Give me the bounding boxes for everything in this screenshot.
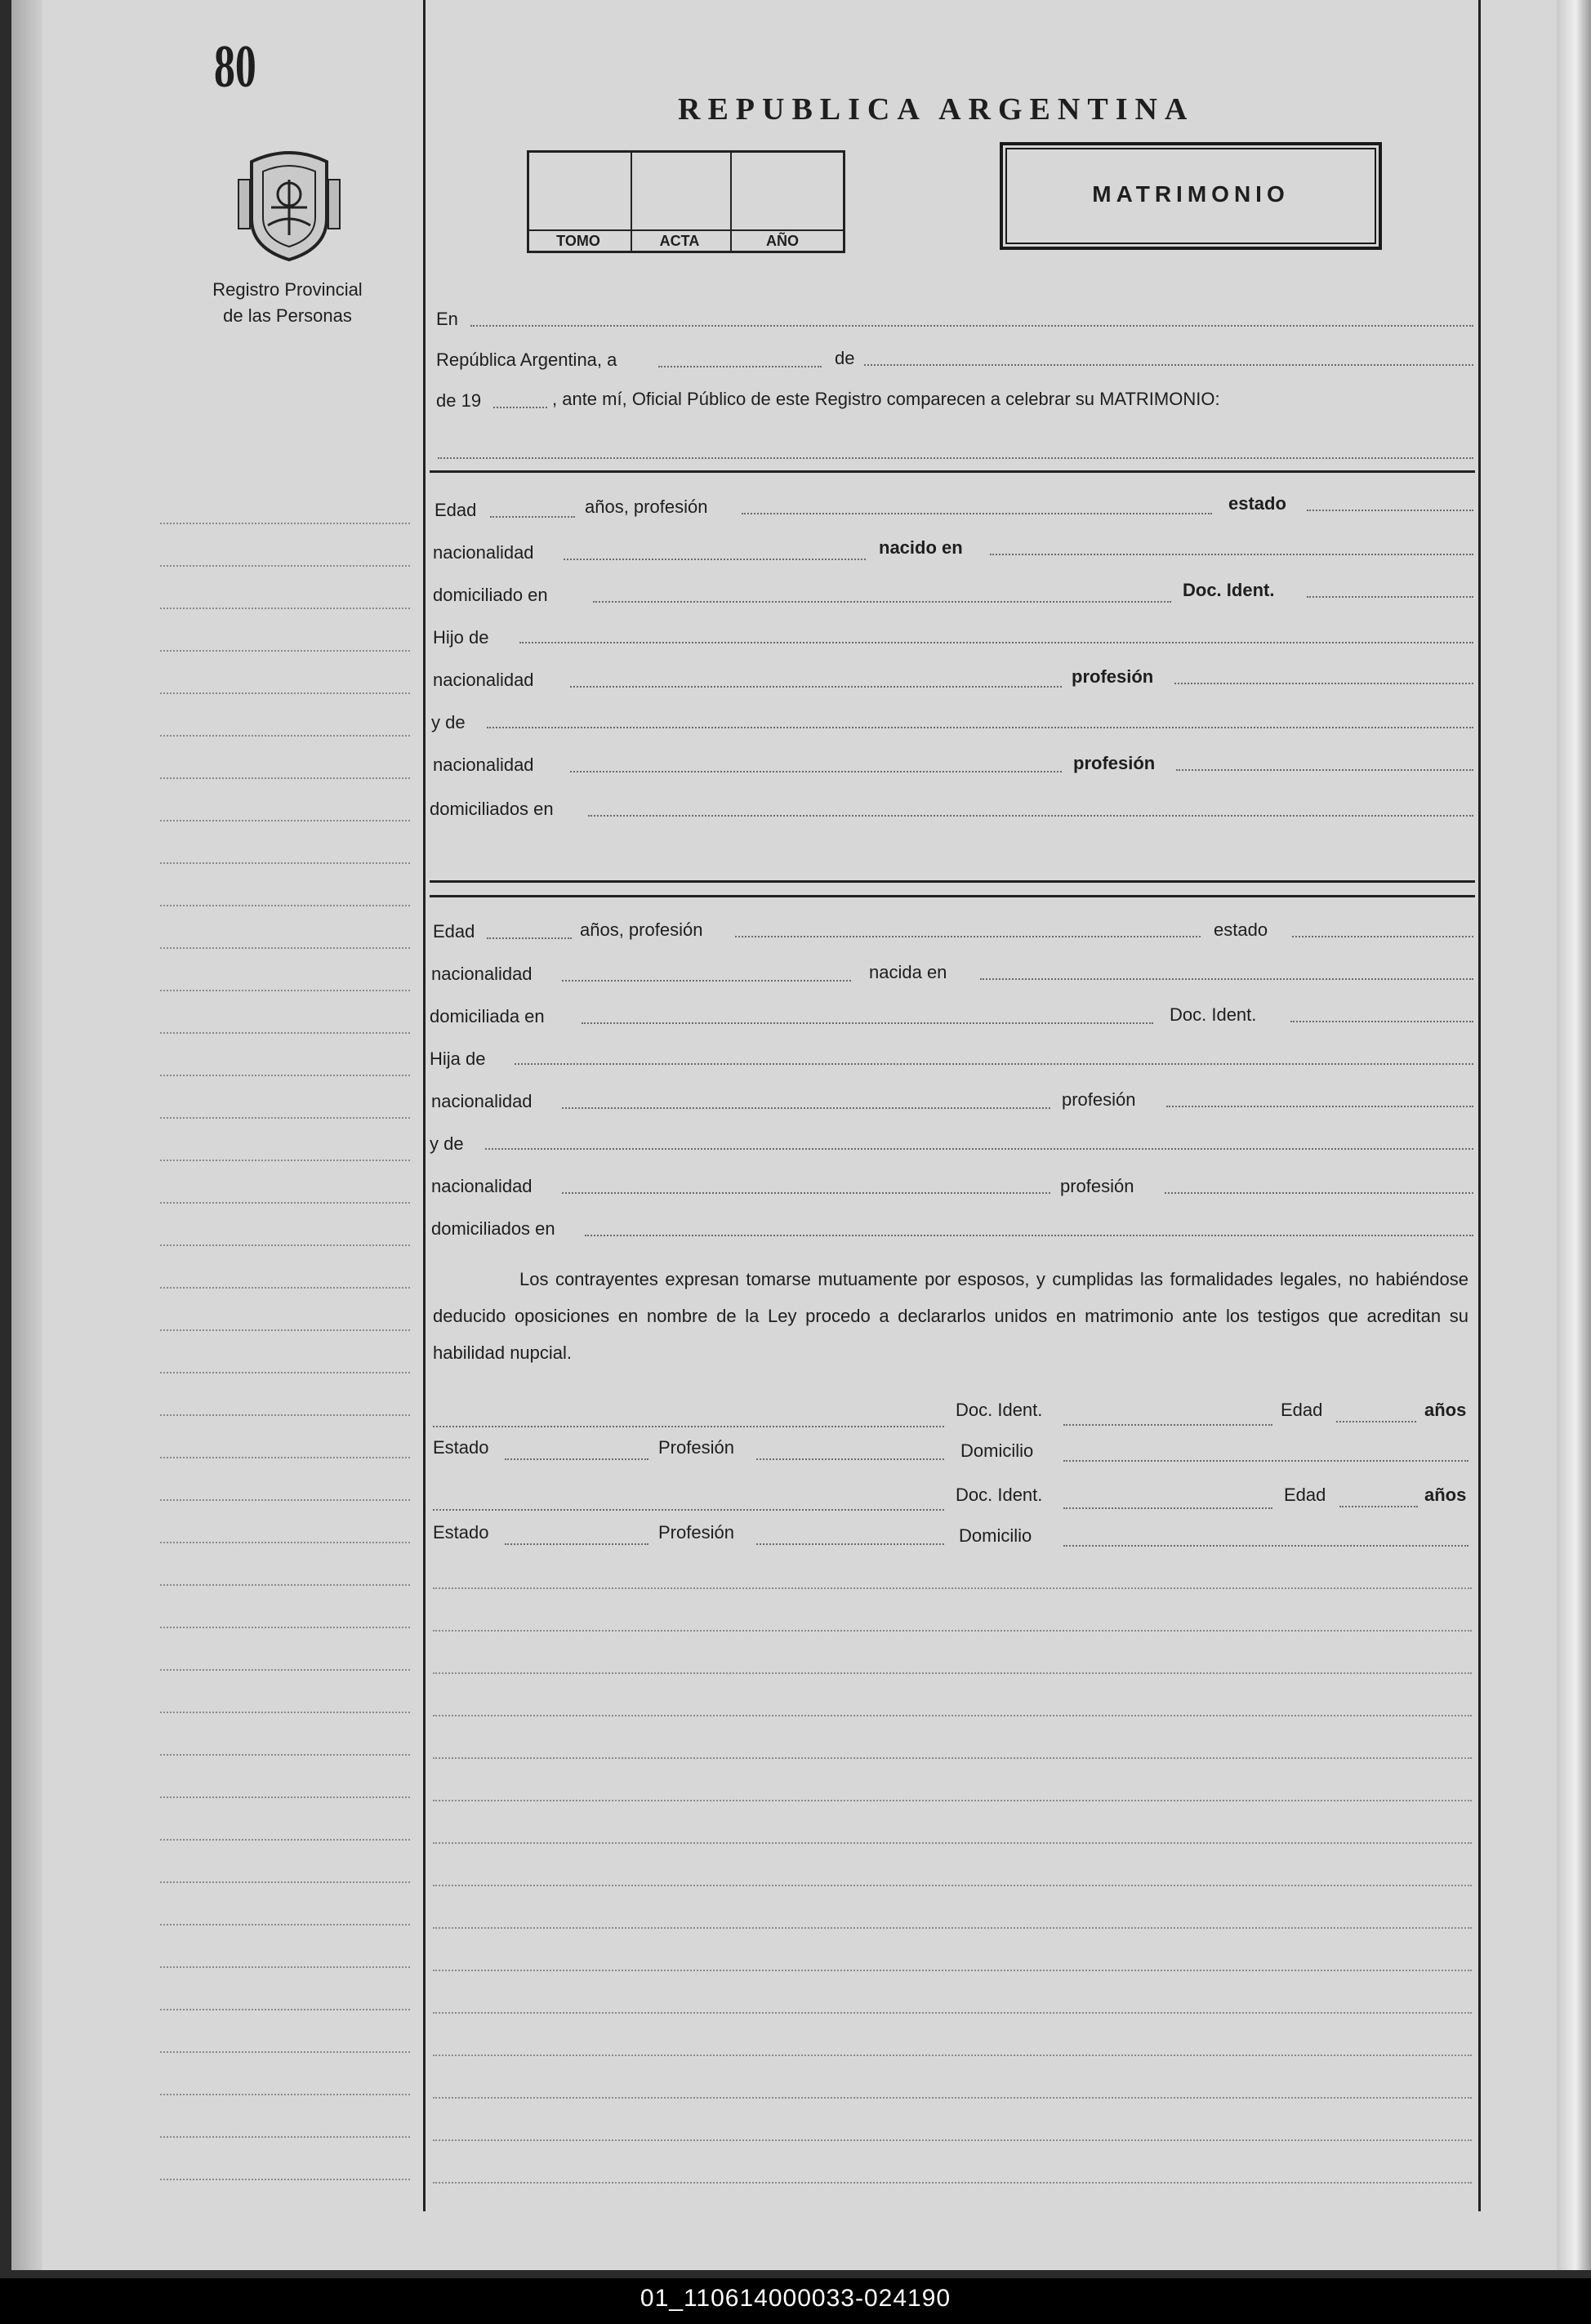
- groom-nacido-line: [990, 554, 1473, 555]
- groom-anos-profesion: años, profesión: [585, 496, 708, 517]
- witness2-name-line: [433, 1509, 944, 1511]
- witness1-estado-line: [505, 1458, 648, 1460]
- groom-domiciliados-en: domiciliados en: [430, 799, 554, 819]
- margin-note-line: [160, 1881, 410, 1883]
- document-page: [11, 0, 1557, 2270]
- margin-note-line: [160, 1202, 410, 1204]
- witness1-profesion-line: [756, 1458, 944, 1460]
- notes-line: [433, 1715, 1472, 1716]
- margin-note-line: [160, 1032, 410, 1034]
- groom-nacionalidad-line: [564, 559, 866, 560]
- margin-note-line: [160, 1584, 410, 1586]
- witness2-doc-line: [1063, 1507, 1272, 1509]
- notes-line: [433, 1927, 1472, 1929]
- bride-mother-prof-line: [1165, 1192, 1473, 1194]
- page-number: 80: [214, 33, 256, 100]
- bride-nacida-en: nacida en: [869, 962, 947, 982]
- witness2-profesion-line: [756, 1543, 944, 1545]
- margin-note-line: [160, 2094, 410, 2095]
- margin-note-line: [160, 1287, 410, 1289]
- margin-note-line: [160, 1542, 410, 1543]
- notes-line: [433, 1800, 1472, 1801]
- witness2-estado: Estado: [433, 1522, 489, 1543]
- bride-father-profesion: profesión: [1062, 1089, 1136, 1110]
- notes-line: [433, 1885, 1472, 1886]
- declaration-paragraph: [433, 1261, 1468, 1371]
- witness1-anos: años: [1424, 1400, 1467, 1420]
- coat-of-arms-seal: [235, 144, 343, 263]
- margin-note-line: [160, 2136, 410, 2138]
- groom-mother-line: [487, 727, 1473, 728]
- margin-note-line: [160, 1372, 410, 1373]
- bride-y-de: y de: [430, 1133, 464, 1154]
- notes-line: [433, 1630, 1472, 1632]
- country-title: REPUBLICA ARGENTINA: [678, 92, 1195, 127]
- groom-mother-nacionalidad: nacionalidad: [433, 755, 534, 775]
- bride-domiciliados-en: domiciliados en: [431, 1218, 555, 1239]
- tomo-label: TOMO: [556, 233, 600, 249]
- margin-note-line: [160, 1669, 410, 1671]
- intro-de: de: [835, 348, 855, 368]
- registry-name-line2: de las Personas: [223, 305, 352, 326]
- scan-footer-code: 01_110614000033-024190: [640, 2285, 951, 2312]
- margin-note-line: [160, 650, 410, 652]
- act-type-box: [1000, 142, 1382, 250]
- bride-domiciliada-en: domiciliada en: [430, 1006, 545, 1026]
- margin-note-line: [160, 1924, 410, 1926]
- groom-domiciliados-line: [588, 815, 1473, 817]
- groom-doc-ident: Doc. Ident.: [1183, 580, 1275, 600]
- margin-note-line: [160, 608, 410, 609]
- groom-mother-nac-line: [570, 771, 1062, 772]
- witness2-anos: años: [1424, 1485, 1467, 1505]
- margin-note-line: [160, 990, 410, 991]
- witness1-edad-line: [1336, 1421, 1416, 1422]
- acta-label: ACTA: [659, 233, 700, 249]
- margin-note-line: [160, 1075, 410, 1076]
- registry-name-line1: Registro Provincial: [212, 279, 363, 300]
- bride-nacionalidad-line: [562, 980, 851, 982]
- right-margin-rule: [1478, 0, 1481, 2211]
- bride-estado: estado: [1214, 919, 1268, 940]
- margin-note-line: [160, 905, 410, 906]
- groom-nacido-en: nacido en: [879, 537, 963, 558]
- bride-mother-line: [485, 1148, 1473, 1150]
- bride-profesion-line: [735, 936, 1201, 937]
- witness2-domicilio: Domicilio: [959, 1525, 1032, 1546]
- bride-doc-line: [1290, 1021, 1473, 1022]
- page-left-edge: [11, 0, 42, 2270]
- groom-father-nac-line: [570, 686, 1062, 688]
- intro-year-line: [493, 407, 547, 408]
- margin-note-line: [160, 1414, 410, 1416]
- witness1-domicilio-line: [1063, 1460, 1468, 1462]
- margin-note-line: [160, 1244, 410, 1246]
- groom-estado-line: [1307, 510, 1473, 511]
- bride-nacionalidad: nacionalidad: [431, 964, 533, 984]
- bride-father-nacionalidad: nacionalidad: [431, 1091, 533, 1111]
- margin-note-line: [160, 820, 410, 821]
- intro-year: de 19: [436, 390, 482, 411]
- margin-note-line: [160, 2051, 410, 2053]
- margin-note-line: [160, 1117, 410, 1119]
- notes-line: [433, 2139, 1472, 2141]
- section-divider-1: [430, 470, 1475, 473]
- margin-note-line: [160, 1754, 410, 1756]
- ano-label: AÑO: [766, 233, 799, 249]
- groom-father-nacionalidad: nacionalidad: [433, 670, 534, 690]
- margin-note-line: [160, 1712, 410, 1713]
- left-margin-rule: [423, 0, 426, 2211]
- witness2-estado-line: [505, 1543, 648, 1545]
- groom-domiciliado-en: domiciliado en: [433, 585, 548, 605]
- margin-note-line: [160, 862, 410, 864]
- margin-note-line: [160, 1499, 410, 1501]
- groom-edad: Edad: [435, 500, 477, 520]
- bride-mother-profesion: profesión: [1060, 1176, 1134, 1196]
- margin-note-line: [160, 777, 410, 779]
- margin-note-line: [160, 565, 410, 567]
- groom-hijo-line: [519, 642, 1473, 643]
- margin-note-line: [160, 1457, 410, 1458]
- groom-estado: estado: [1228, 493, 1286, 514]
- bride-mother-nac-line: [562, 1192, 1050, 1194]
- witness1-doc-line: [1063, 1424, 1272, 1426]
- witness1-profesion: Profesión: [658, 1437, 734, 1458]
- bride-edad: Edad: [433, 921, 475, 942]
- witness1-doc-ident: Doc. Ident.: [956, 1400, 1043, 1420]
- bride-father-prof-line: [1166, 1106, 1473, 1107]
- witness1-domicilio: Domicilio: [960, 1440, 1034, 1461]
- groom-edad-line: [490, 516, 575, 518]
- notes-line: [433, 1672, 1472, 1674]
- declaration-text: Los contrayentes expresan tomarse mutuamente por esposos, y cumplidas las formalidades legales, no habiéndose deducido oposiciones en nombre de la Ley procedo a declararlos unidos en matrimonio ante los testigos que acreditan su habilidad nupcial.: [433, 1269, 1468, 1363]
- intro-en-line: [470, 325, 1473, 327]
- intro-extra-line: [438, 457, 1473, 459]
- bride-hija-line: [515, 1063, 1473, 1065]
- margin-note-line: [160, 2009, 410, 2010]
- groom-hijo-de: Hijo de: [433, 627, 489, 648]
- bride-domiciliados-line: [585, 1235, 1473, 1236]
- bride-anos-profesion: años, profesión: [580, 919, 703, 940]
- margin-note-line: [160, 523, 410, 524]
- notes-line: [433, 1587, 1472, 1589]
- margin-note-line: [160, 1627, 410, 1628]
- margin-note-line: [160, 1329, 410, 1331]
- groom-nacionalidad: nacionalidad: [433, 542, 534, 563]
- witness1-name-line: [433, 1426, 944, 1427]
- witness2-doc-ident: Doc. Ident.: [956, 1485, 1043, 1505]
- margin-note-line: [160, 1839, 410, 1841]
- witness2-domicilio-line: [1063, 1545, 1468, 1547]
- notes-line: [433, 2097, 1472, 2099]
- groom-doc-line: [1307, 596, 1473, 598]
- witness1-edad: Edad: [1281, 1400, 1323, 1420]
- book-reference-grid: [527, 150, 845, 253]
- intro-month-line: [864, 364, 1473, 366]
- bride-doc-ident: Doc. Ident.: [1170, 1004, 1257, 1025]
- page-right-edge: [1557, 0, 1591, 2270]
- margin-note-line: [160, 692, 410, 694]
- notes-line: [433, 1757, 1472, 1759]
- section-divider-2a: [430, 880, 1475, 883]
- notes-line: [433, 1970, 1472, 1971]
- bride-father-nac-line: [562, 1107, 1050, 1109]
- margin-note-line: [160, 1160, 410, 1161]
- notes-line: [433, 1842, 1472, 1844]
- intro-ante: , ante mí, Oficial Público de este Registro comparecen a celebrar su MATRIMONIO:: [552, 389, 1220, 409]
- groom-father-profesion: profesión: [1072, 666, 1154, 687]
- witness2-edad: Edad: [1284, 1485, 1326, 1505]
- act-type-label: MATRIMONIO: [1092, 181, 1290, 207]
- intro-date-line: [658, 366, 822, 367]
- bride-edad-line: [487, 937, 572, 939]
- bride-estado-line: [1292, 936, 1473, 937]
- groom-profesion-line: [742, 513, 1212, 514]
- bride-mother-nacionalidad: nacionalidad: [431, 1176, 533, 1196]
- margin-note-line: [160, 947, 410, 949]
- witness2-edad-line: [1339, 1506, 1418, 1507]
- bride-nacida-line: [980, 978, 1473, 980]
- groom-domicilio-line: [593, 601, 1171, 603]
- groom-mother-profesion: profesión: [1073, 753, 1156, 773]
- margin-note-line: [160, 1796, 410, 1798]
- groom-father-prof-line: [1174, 683, 1473, 684]
- margin-note-line: [160, 735, 410, 737]
- section-divider-2b: [430, 895, 1475, 897]
- bride-domicilio-line: [582, 1022, 1153, 1024]
- notes-line: [433, 2055, 1472, 2056]
- groom-y-de: y de: [431, 712, 466, 732]
- margin-note-line: [160, 1966, 410, 1968]
- notes-line: [433, 2012, 1472, 2014]
- intro-republica: República Argentina, a: [436, 349, 617, 370]
- intro-en: En: [436, 309, 458, 329]
- groom-mother-prof-line: [1176, 769, 1473, 771]
- witness1-estado: Estado: [433, 1437, 489, 1458]
- witness2-profesion: Profesión: [658, 1522, 734, 1543]
- bride-hija-de: Hija de: [430, 1048, 486, 1069]
- notes-line: [433, 2182, 1472, 2184]
- margin-note-line: [160, 2179, 410, 2180]
